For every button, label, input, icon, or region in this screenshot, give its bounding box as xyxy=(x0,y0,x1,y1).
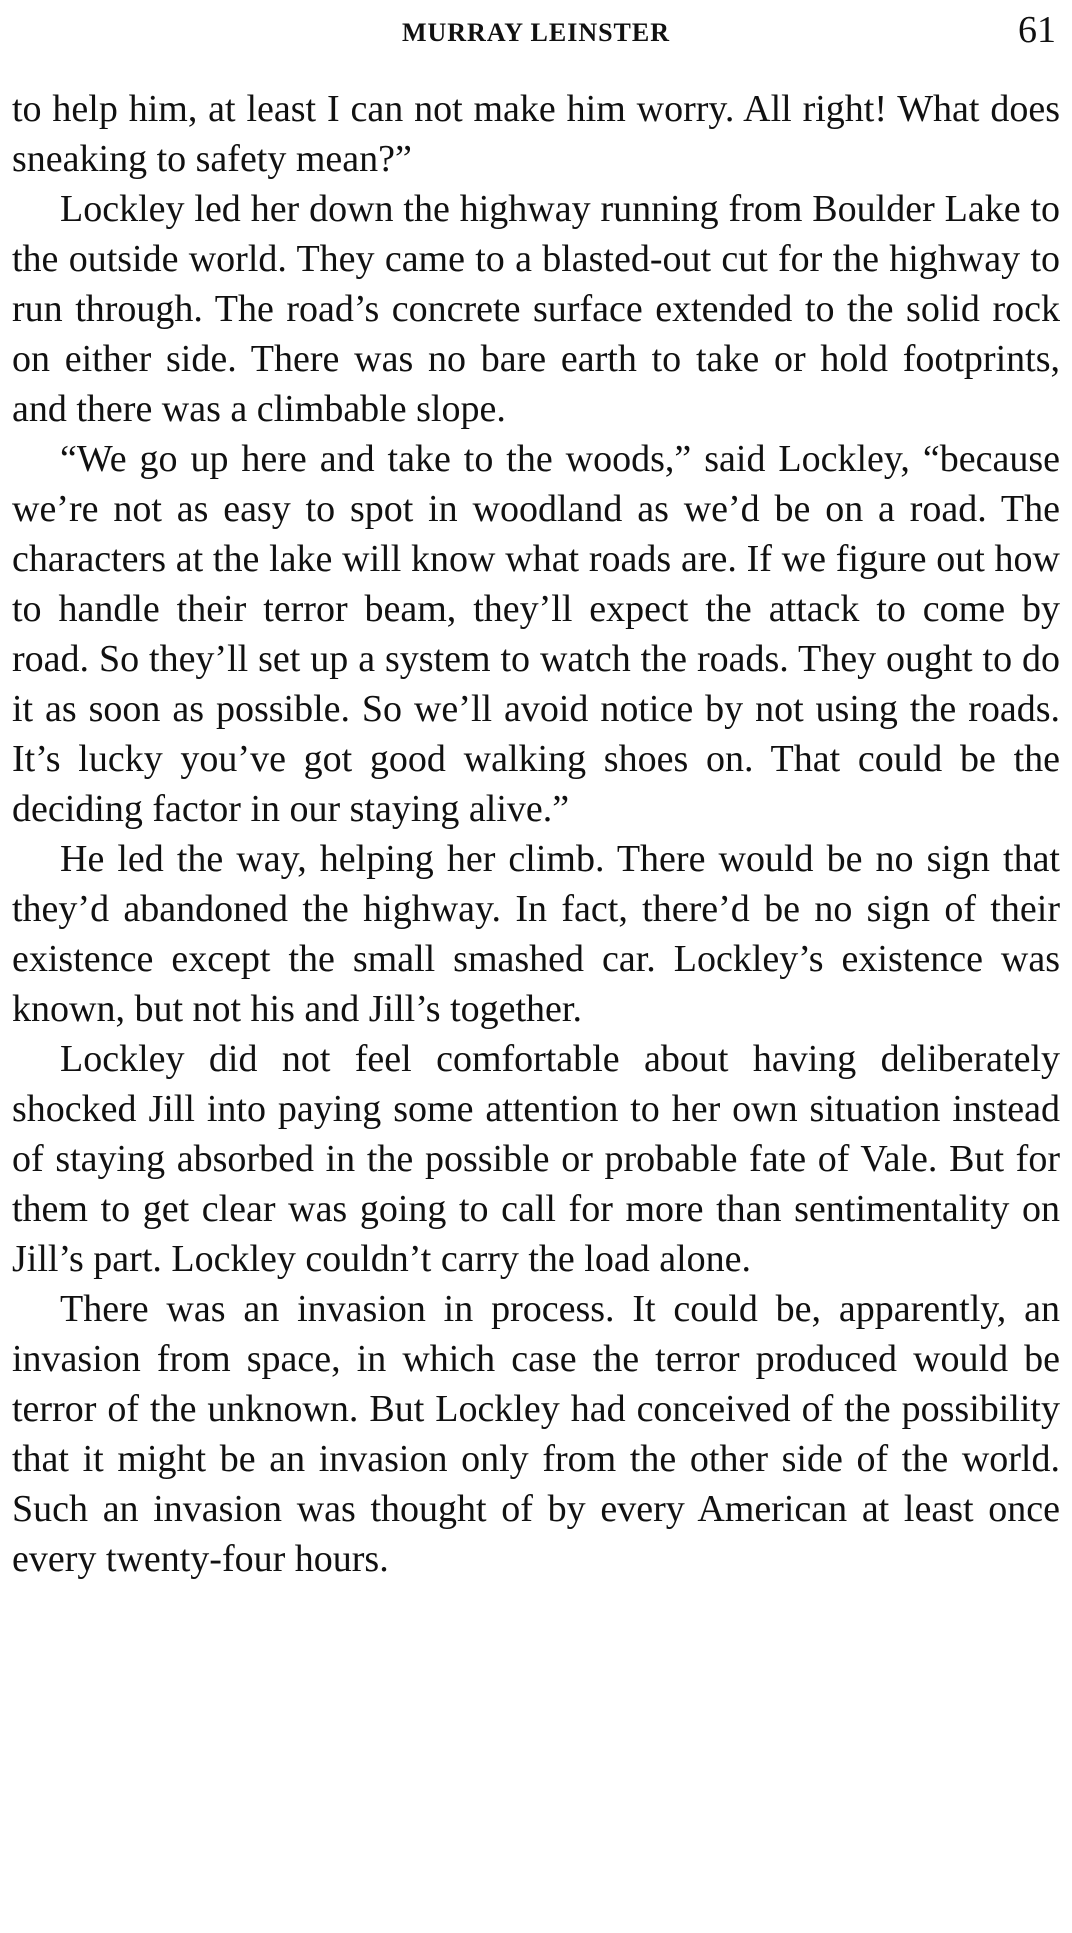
body-text xyxy=(12,84,1060,1584)
paragraph-2: Lockley led her down the highway running from Boulder Lake to the outside world. They came to a blasted-out cut for the highway to run through. The road’s concrete surface extended to the solid rock on either side. There was no bare earth to take or hold footprints, and there was a climbable slope. xyxy=(12,188,1060,430)
paragraph-1: to help him, at least I can not make him worry. All right! What does sneaking to safety mean?” xyxy=(12,88,1060,180)
book-page xyxy=(12,0,1060,1933)
paragraph-3: “We go up here and take to the woods,” said Lockley, “because we’re not as easy to spot in woodland as we’d be on a road. The characters at the lake will know what roads are. If we figure out how to handle their terror beam, they’ll expect the attack to come by road. So they’ll set up a system to watch the roads. They ought to do it as soon as possible. So we’ll avoid notice by not using the roads. It’s lucky you’ve got good walking shoes on. That could be the deciding factor in our staying alive.” xyxy=(12,438,1060,830)
page-number: 61 xyxy=(1018,9,1056,51)
paragraph-5: Lockley did not feel comfortable about having deliberately shocked Jill into paying some attention to her own situation instead of staying absorbed in the possible or probable fate of Vale. But for them to get clear was going to call for more than sentimentality on Jill’s part. Lockley couldn’t carry the load alone. xyxy=(12,1038,1060,1280)
paragraph-4: He led the way, helping her climb. There would be no sign that they’d abandoned the highway. In fact, there’d be no sign of their existence except the small smashed car. Lockley’s existence was known, but not his and Jill’s together. xyxy=(12,838,1060,1030)
running-head: MURRAY LEINSTER xyxy=(401,18,671,47)
paragraph-6: There was an invasion in process. It could be, apparently, an invasion from space, in which case the terror produced would be terror of the unknown. But Lockley had conceived of the possibility that it might be an invasion only from the other side of the world. Such an invasion was thought of by every American at least once every twenty-four hours. xyxy=(12,1288,1060,1580)
page-header xyxy=(12,0,1060,56)
